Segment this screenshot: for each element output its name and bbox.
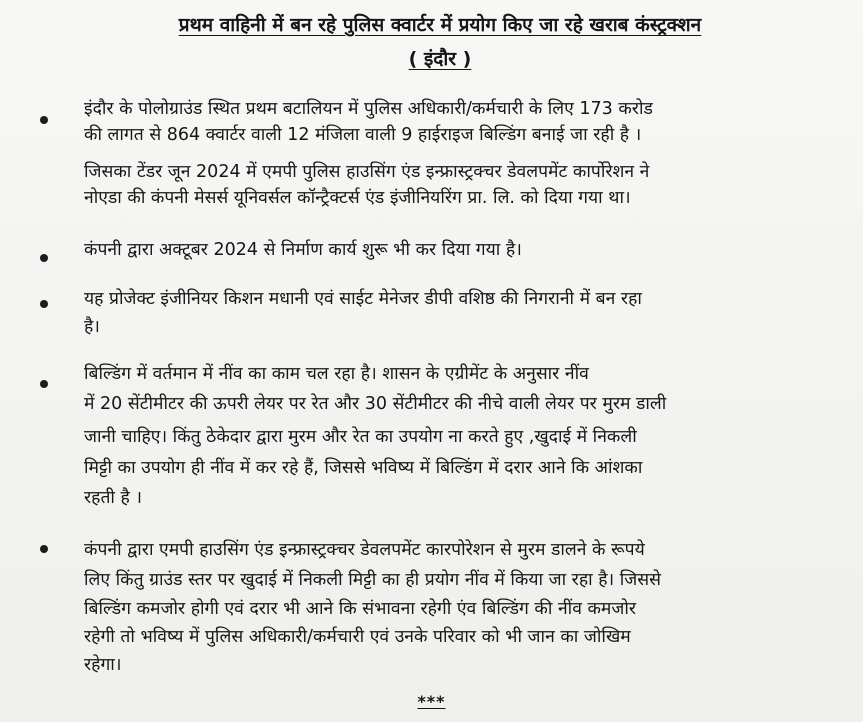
paragraph-5-line-4: रहेगी तो भविष्य में पुलिस अधिकारी/कर्मचारी एवं उनके परिवार को भी जान का जोखिम — [84, 627, 631, 647]
paragraph-4-line-2: में 20 सेंटीमीटर की ऊपरी लेयर पर रेत और 30 सेंटीमीटर की नीचे वाली लेयर पर मुरम डाली — [84, 394, 667, 414]
paragraph-5-line-1: कंपनी द्वारा एमपी हाउसिंग एंड इन्फ्रास्ट्रक्चर डेवलपमेंट कारपोरेशन से मुरम डालने के रूपये — [84, 540, 645, 560]
paragraph-4-line-4: मिट्टी का उपयोग ही नींव में कर रहे हैं, जिससे भविष्य में बिल्डिंग में दरार आने कि आंशका — [84, 458, 643, 478]
end-mark: *** — [417, 692, 446, 711]
paragraph-2-line-1: कंपनी द्वारा अक्टूबर 2024 से निर्माण कार्य शुरू भी कर दिया गया है। — [84, 240, 522, 260]
bullet-icon — [40, 116, 48, 124]
paragraph-5-line-3: बिल्डिंग कमजोर होगी एवं दरार भी आने कि संभावना रहेगी एंव बिल्डिंग की नींव कमजोर — [84, 599, 637, 619]
paragraph-4-line-1: बिल्डिंग में वर्तमान में नींव का काम चल रहा है। शासन के एग्रीमेंट के अनुसार नींव — [84, 364, 589, 384]
paragraph-1-line-2: की लागत से 864 क्वार्टर वाली 12 मंजिला वाली 9 हाईराइज बिल्डिंग बनाई जा रही है । — [84, 125, 642, 145]
bullet-icon — [40, 254, 48, 262]
bullet-icon — [40, 545, 48, 553]
document-subtitle: ( इंदौर ) — [408, 48, 472, 70]
paragraph-3-line-1: यह प्रोजेक्ट इंजीनियर किशन मधानी एवं साईट मेनेजर डीपी वशिष्ठ की निगरानी में बन रहा — [84, 289, 642, 309]
paragraph-1-line-3: जिसका टेंडर जून 2024 में एमपी पुलिस हाउसिंग एंड इन्फ्रास्ट्रक्चर डेवलपमेंट कार्पोरेशन ने — [84, 162, 650, 182]
paragraph-5-line-5: रहेगा। — [84, 655, 122, 675]
paragraph-5-line-2: लिए किंतु ग्राउंड स्तर पर खुदाई में निकली मिट्टी का ही प्रयोग नींव में किया जा रहा है। जिससे — [84, 570, 661, 590]
bullet-icon — [40, 300, 48, 308]
paragraph-3-line-2: है। — [84, 317, 100, 337]
paragraph-1-line-4: नोएडा की कंपनी मेसर्स यूनिवर्सल कॉन्ट्रैक्टर्स एंड इंजीनियरिंग प्रा. लि. को दिया गया था। — [84, 188, 631, 208]
paragraph-1-line-1: इंदौर के पोलोग्राउंड स्थित प्रथम बटालियन में पुलिस अधिकारी/कर्मचारी के लिए 173 करोड — [84, 99, 653, 119]
document-title: प्रथम वाहिनी में बन रहे पुलिस क्वार्टर में प्रयोग किए जा रहे खराब कंस्ट्रक्शन — [178, 14, 702, 36]
bullet-icon — [40, 380, 48, 388]
paragraph-4-line-3: जानी चाहिए। किंतु ठेकेदार द्वारा मुरम और रेत का उपयोग ना करते हुए ,खुदाई में निकली — [84, 427, 637, 447]
paragraph-4-line-5: रहती है । — [84, 488, 143, 508]
